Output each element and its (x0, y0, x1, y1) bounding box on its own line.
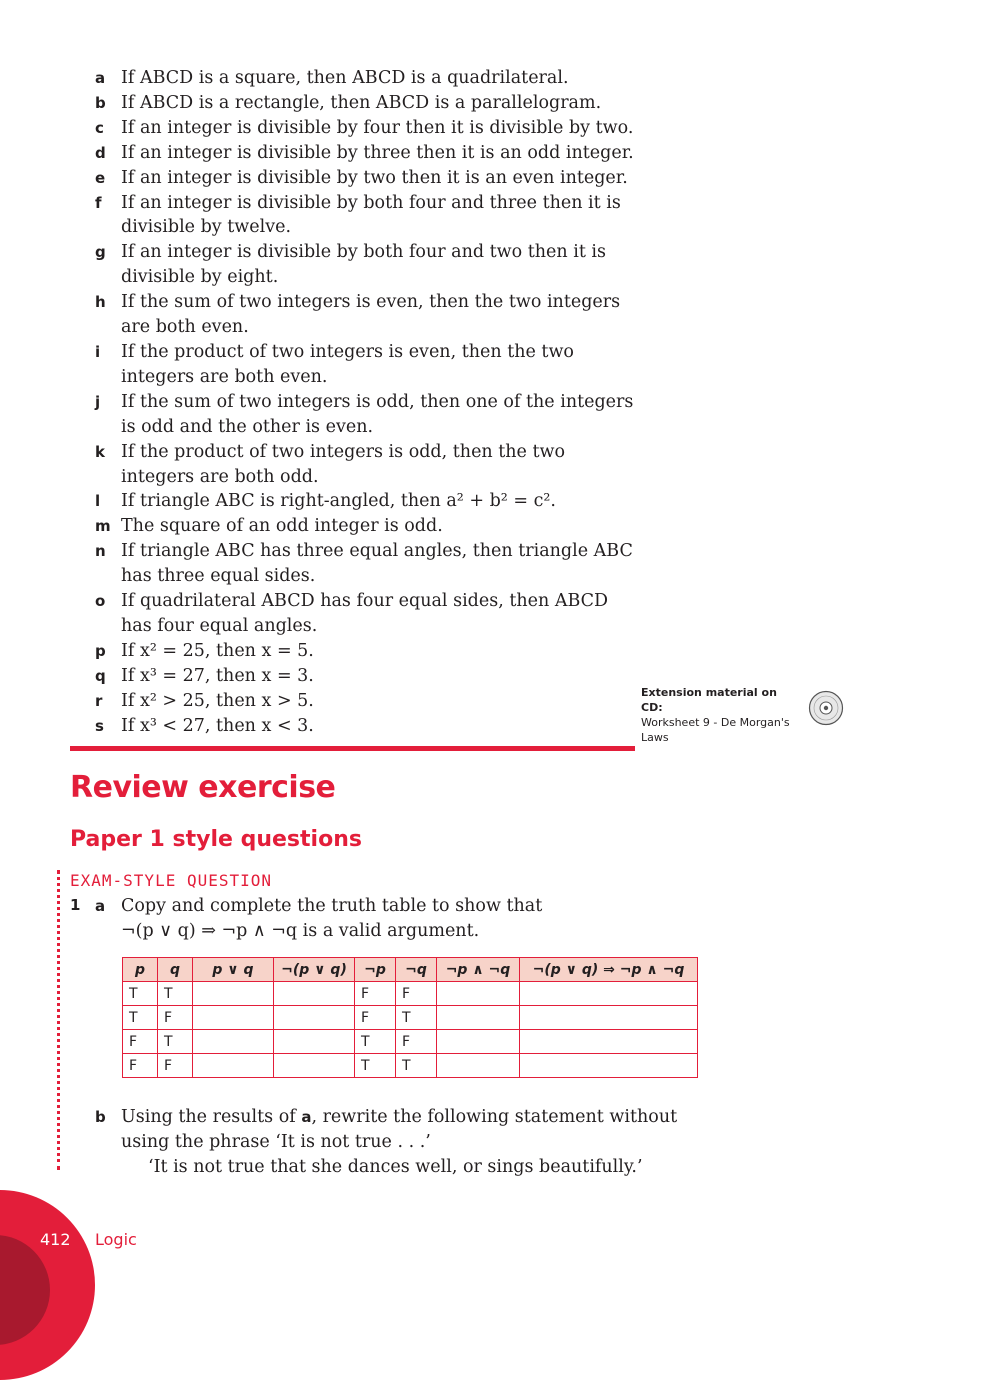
question-part-a: a Copy and complete the truth table to show that ¬(p ∨ q) ⇒ ¬p ∧ ¬q is a valid argument. (95, 894, 542, 944)
table-cell: T (355, 1030, 396, 1054)
page-number: 412 (40, 1230, 71, 1249)
list-item: f If an integer is divisible by both four and three then it is divisible by twelve. (95, 192, 621, 238)
table-row (123, 1006, 698, 1030)
header-cell: q (158, 958, 193, 982)
list-item: a If ABCD is a square, then ABCD is a quadrilateral. (95, 68, 569, 88)
list-item: n If triangle ABC has three equal angles, then triangle ABC has three equal sides. (95, 541, 633, 587)
list-item: i If the product of two integers is even, then the two integers are both even. (95, 341, 574, 387)
list-item: s If x³ < 27, then x < 3. (95, 715, 314, 736)
list-item: h If the sum of two integers is even, then the two integers are both even. (95, 292, 621, 338)
header-cell: ¬(p ∨ q) ⇒ ¬p ∧ ¬q (520, 958, 698, 982)
table-cell (193, 1030, 274, 1054)
truth-table-header-row (123, 958, 698, 982)
sidenote-heading: Extension material on CD: (641, 686, 777, 714)
truth-table (122, 957, 698, 1078)
list-item: j If the sum of two integers is odd, then one of the integers is odd and the other is even. (95, 391, 634, 437)
table-cell (274, 1030, 355, 1054)
table-cell: F (396, 1030, 437, 1054)
table-cell: T (158, 982, 193, 1006)
chapter-name: Logic (95, 1230, 137, 1249)
cd-icon (808, 690, 844, 726)
list-item: c If an integer is divisible by four then it is divisible by two. (95, 117, 634, 138)
section-divider (70, 746, 635, 751)
section-title: Review exercise (70, 770, 336, 805)
table-cell (520, 1030, 698, 1054)
part-b-line1: Using the results of a, rewrite the following statement without (121, 1107, 678, 1127)
table-cell (274, 1054, 355, 1078)
table-cell (437, 1030, 520, 1054)
sidenote-body: Worksheet 9 - De Morgan's Laws (641, 716, 790, 744)
table-cell: F (158, 1006, 193, 1030)
list-item: g If an integer is divisible by both four and two then it is divisible by eight. (95, 242, 606, 288)
list-item: l If triangle ABC is right-angled, then a² + b² = c². (95, 491, 556, 512)
table-cell (520, 1006, 698, 1030)
header-cell: ¬(p ∨ q) (274, 958, 355, 982)
table-cell (274, 1006, 355, 1030)
list-item: k If the product of two integers is odd, then the two integers are both odd. (95, 441, 566, 487)
list-item: r If x² > 25, then x > 5. (95, 690, 314, 711)
header-cell: p (123, 958, 158, 982)
table-cell (274, 982, 355, 1006)
table-cell: T (123, 1006, 158, 1030)
extension-sidenote (641, 685, 801, 745)
question-part-b: b Using the results of a, rewrite the following statement without using the phrase ‘It is not true . . .’ ‘It is not true that she dances well, or sings beautifully.’ (95, 1105, 677, 1180)
list-item: p If x² = 25, then x = 5. (95, 640, 314, 661)
header-cell: ¬q (396, 958, 437, 982)
header-cell: p ∨ q (193, 958, 274, 982)
table-cell: F (396, 982, 437, 1006)
exam-style-tag: EXAM-STYLE QUESTION (70, 871, 273, 890)
table-cell (437, 1054, 520, 1078)
header-cell: ¬p ∧ ¬q (437, 958, 520, 982)
table-row (123, 1054, 698, 1078)
table-cell: F (123, 1030, 158, 1054)
part-b-quote: ‘It is not true that she dances well, or sings beautifully.’ (148, 1156, 643, 1177)
table-cell: T (355, 1054, 396, 1078)
exercise-list (95, 66, 640, 738)
list-item: b If ABCD is a rectangle, then ABCD is a parallelogram. (95, 92, 602, 113)
table-cell: T (123, 982, 158, 1006)
part-a-line2: ¬(p ∨ q) ⇒ ¬p ∧ ¬q is a valid argument. (121, 920, 480, 941)
part-a-line1: Copy and complete the truth table to show that (121, 896, 543, 916)
table-cell: F (123, 1054, 158, 1078)
table-row (123, 1030, 698, 1054)
part-b-line2: using the phrase ‘It is not true . . .’ (121, 1131, 431, 1152)
table-cell (193, 982, 274, 1006)
table-cell: F (158, 1054, 193, 1078)
table-cell: T (158, 1030, 193, 1054)
header-cell: ¬p (355, 958, 396, 982)
table-cell (520, 1054, 698, 1078)
table-cell (193, 1006, 274, 1030)
table-cell (520, 982, 698, 1006)
table-cell: F (355, 1006, 396, 1030)
table-cell (437, 1006, 520, 1030)
question-number: 1 (70, 896, 81, 914)
list-item: m The square of an odd integer is odd. (95, 516, 443, 537)
table-row (123, 982, 698, 1006)
subsection-title: Paper 1 style questions (70, 827, 362, 852)
list-item: e If an integer is divisible by two then it is an even integer. (95, 167, 628, 188)
table-cell: T (396, 1054, 437, 1078)
table-cell (437, 982, 520, 1006)
dotted-margin-rule (57, 870, 60, 1170)
table-cell (193, 1054, 274, 1078)
table-cell: T (396, 1006, 437, 1030)
list-item: o If quadrilateral ABCD has four equal sides, then ABCD has four equal angles. (95, 591, 609, 636)
list-item: q If x³ = 27, then x = 3. (95, 665, 314, 686)
table-cell: F (355, 982, 396, 1006)
list-item: d If an integer is divisible by three then it is an odd integer. (95, 142, 634, 163)
